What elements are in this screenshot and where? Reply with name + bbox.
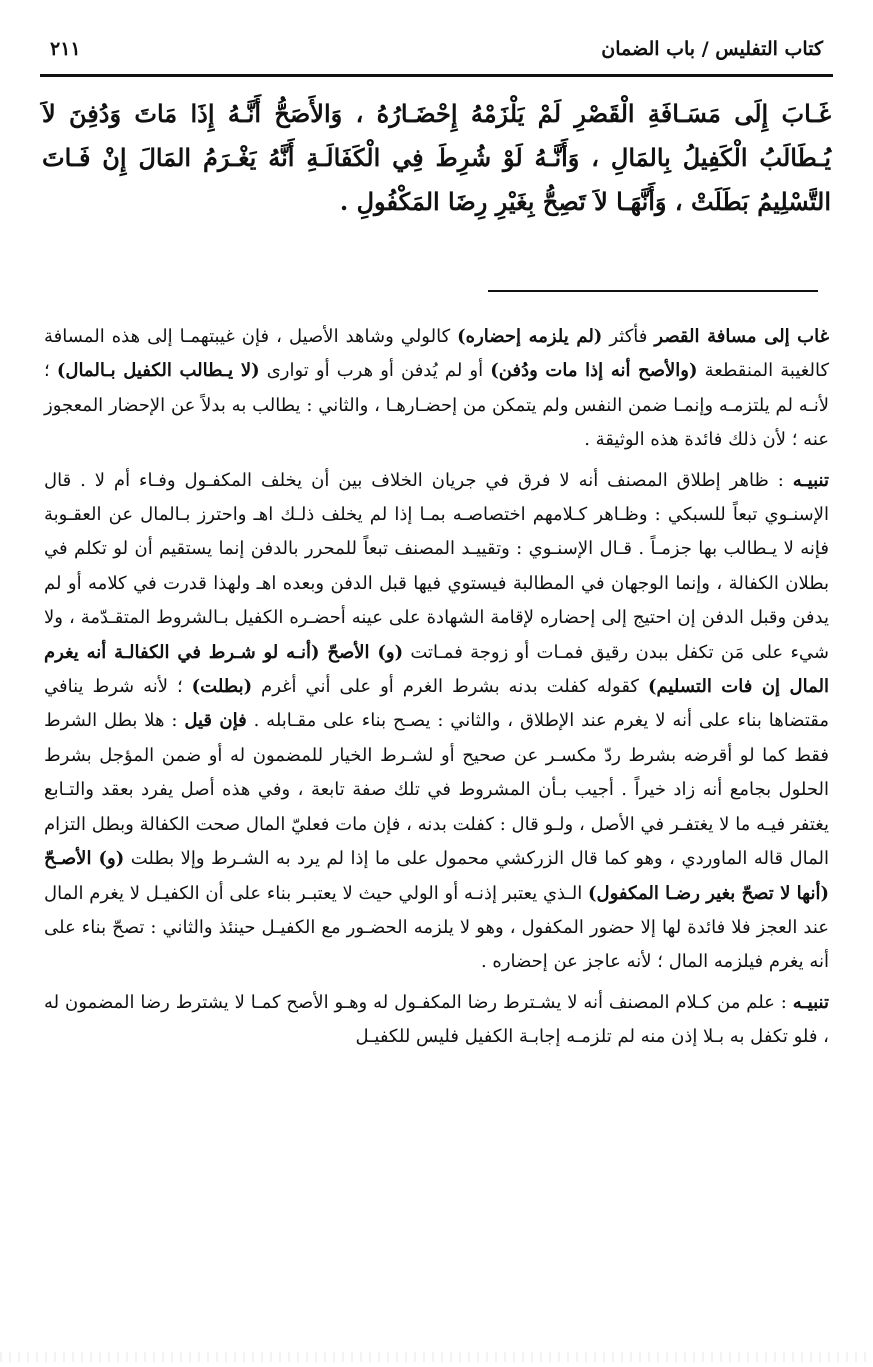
bold-quote: غاب إلى مسافة القصر: [654, 326, 829, 347]
page-header: [40, 36, 833, 76]
bold-quote: (و) الأصـحّ (أنها لا تصحّ بغير رضـا المكفول): [44, 848, 829, 904]
scan-noise: [0, 1352, 873, 1362]
text-run: ؛ لأنـه لم يلتزمـه وإنمـا ضمن النفس ولم يتمكن من إحضـارهـا ، والثاني : يطالب به بدلاً عن الإحضار المعجوز عنه ؛ لأن ذلك فائدة هذه الوثيقة .: [44, 360, 829, 451]
note-label: تنبيـه: [792, 991, 829, 1013]
running-title: كتاب التفليس / باب الضمان: [601, 38, 823, 60]
text-run: : هلا بطل الشرط فقط كما لو أقرضه بشرط ردّ مكسـر عن صحيح أو لشـرط الخيار للمضمون له أو ضمن المؤجل بشرط الحلول بجامع أنه زاد خيراً . أجيب بـأن المشروط في تلك صفة تابعة ، وفي هذه أصل يفرد بعقد والتـابع يغتفر فيـه ما لا يغتفـر في الأصل ، ولـو قال : كفلت بدنه ، فإن مات فعليّ المال صحت الكفالة وبطل التزام المال قاله الماوردي ، وهو كما قال الزركشي محمول على ما إذا لم يرد به الشـرط وإلا بطلت: [44, 710, 829, 870]
text-run: ؛ لأنه شرط ينافي مقتضاها بناء على أنه لا يغرم عند الإطلاق ، والثاني : يصـح بناء على مقـابله .: [44, 676, 829, 732]
text-run: كالولي وشاهد الأصيل ، فإن غيبتهمـا إلى هذه المسافة كالغيبة المنقطعة: [44, 326, 830, 382]
commentary-paragraph-2: [44, 464, 829, 980]
text-run: كقوله كفلت بدنه بشرط الغرم أو على أني أغرم: [252, 676, 648, 698]
text-run: : علم من كـلام المصنف أنه لا يشـترط رضا المكفـول له وهـو الأصح كمـا لا يشترط رضا المضمون له ، فلو تكفل به بـلا إذن منه لم تلزمـه إجابـة الكفيل فليس للكفيـل: [44, 991, 829, 1048]
bold-quote: (لم يلزمه إحضاره): [457, 326, 603, 347]
matn-text: [42, 92, 831, 224]
bold-quote: (لا يـطالب الكفيل بـالمال): [56, 360, 260, 382]
text-run: أو لم يُدفن أو هرب أو توارى: [259, 360, 491, 382]
text-run: الـذي يعتبر إذنـه أو الولي حيث لا يعتبـر بناء على أن الكفيـل لا يغرم المال عند العجز فلا فائدة لها إلا حضور المكفول ، وهو لا يلزمه الحضـور مع الكفيـل حينئذ والثاني : تصحّ بناء على أنه يغرم فيلزمه المال ؛ لأنه عاجز عن إحضاره .: [44, 882, 829, 973]
objection-label: فإن قيل: [184, 710, 247, 732]
bold-quote: (بطلت): [191, 676, 253, 698]
note-label: تنبيـه: [792, 469, 829, 491]
commentary-paragraph-1: [44, 320, 829, 458]
commentary-text: [44, 320, 829, 1061]
page-number: ٢١١: [50, 38, 81, 60]
matn-paragraph: غَـابَ إِلَى مَسَـافَةِ الْقَصْرِ لَمْ يَلْزَمْهُ إِحْضَـارُهُ ، وَالأَصَحُّ أَنَّـهُ إِذَا مَاتَ وَدُفِنَ لاَ يُـطَالَبُ الْكَفِيلُ بِالمَالِ ، وَأَنَّـهُ لَوْ شُرِطَ فِي الْكَفَالَـةِ أَنَّهُ يَغْـرَمُ المَالَ إِنْ فَـاتَ التَّسْلِيمُ بَطَلَتْ ، وَأَنَّهَـا لاَ تَصِحُّ بِغَيْرِ رِضَا المَكْفُولِ .: [42, 99, 831, 216]
bold-quote: (والأصح أنه إذا مات ودُفن): [490, 360, 698, 382]
commentary-paragraph-3: [44, 986, 829, 1055]
section-separator: [488, 290, 818, 292]
bold-quote: (و) الأصحّ (أنـه لو شـرط في الكفالـة أنه يغرم المال إن فات التسليم): [44, 641, 830, 698]
text-run: فأكثر: [602, 326, 655, 347]
text-run: : ظاهر إطلاق المصنف أنه لا فرق في جريان الخلاف بين أن يخلف المكفـول وفـاء أم لا . قال الإسنـوي تبعاً للسبكي : وظـاهر كـلامهم اختصاصـه بمـا إذا لم يخلف ذلـك اهـ واحترز بـالمال عن العقـوبة فإنه لا يـطالب بها جزمـاً . قـال الإسنـوي : وتقييـد المصنف تبعاً للمحرر بالدفن إنما يستقيم أن لو تكلم في بطلان الكفالة ، وإنما الوجهان في المطالبة فيستوي فيها قبل الدفن وبعده اهـ ولهذا قدرت في كلامه أو لم يدفن وقبل الدفن إن احتيج إلى إحضاره لإقامة الشهادة على عينه أحضـره الكفيل بـالشروط المتقـدّمة ، ولا شيء على مَن تكفل ببدن رقيق فمـات أو زوجة فمـاتت: [44, 469, 829, 663]
header-rule: [40, 74, 833, 77]
